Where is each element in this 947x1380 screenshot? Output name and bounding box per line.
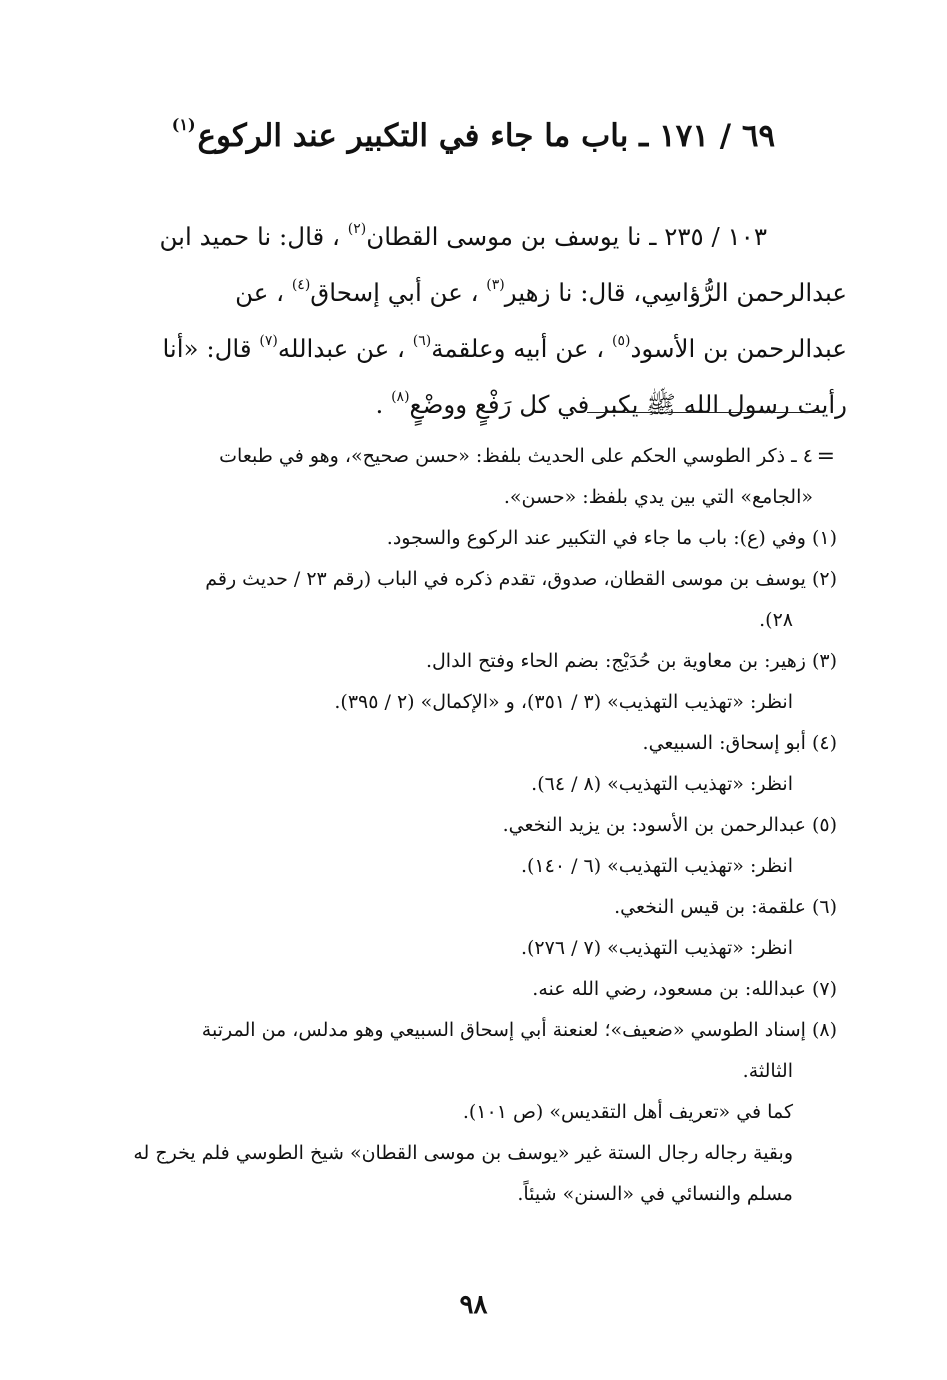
footnote-7-text: عبدالله: بن مسعود، رضي الله عنه. bbox=[532, 978, 806, 1000]
footnote-8-note-line-2: مسلم والنسائي في «السنن» شيئاً. bbox=[517, 1183, 793, 1205]
hadith-line-3-a: عبدالرحمن بن الأسود bbox=[630, 334, 847, 363]
hadith-line-2-c: ، عن bbox=[235, 278, 292, 307]
footnote-7 bbox=[100, 969, 837, 1010]
chapter-footnote-ref: (١) bbox=[171, 115, 196, 134]
footnote-3-number: (٣) bbox=[811, 650, 837, 672]
footnote-8-number: (٨) bbox=[811, 1019, 837, 1041]
footnote-6-reference: انظر: «تهذيب التهذيب» (٧ / ٢٧٦). bbox=[520, 937, 793, 959]
page-number: ٩٨ bbox=[459, 1290, 488, 1320]
footnote-2-continuation: ٢٨). bbox=[759, 609, 793, 631]
footnote-3 bbox=[100, 641, 837, 682]
hadith-line-3 bbox=[100, 317, 847, 373]
footnote-8-source: كما في «تعريف أهل التقديس» (ص ١٠١). bbox=[462, 1101, 793, 1123]
footnote-4-text: أبو إسحاق: السبيعي. bbox=[642, 732, 806, 754]
hadith-line-4-a: رأيت رسول الله ﷺ يكبر في كل رَفْعٍ ووضْعٍ bbox=[409, 390, 847, 419]
footnote-2-number: (٢) bbox=[811, 568, 837, 590]
footnotes bbox=[100, 436, 837, 1215]
footnote-carry-line-2: «الجامع» التي بين يدي بلفظ: «حسن». bbox=[503, 486, 813, 508]
footnote-5-reference: انظر: «تهذيب التهذيب» (٦ / ١٤٠). bbox=[520, 855, 793, 877]
hadith-line-2-b: ، عن أبي إسحاق bbox=[310, 278, 487, 307]
hadith-line-2 bbox=[100, 261, 847, 317]
hadith-line-3-c: ، عن عبدالله bbox=[277, 334, 413, 363]
footnote-carry-line-1: ٤ ـ ذكر الطوسي الحكم على الحديث بلفظ: «حسن صحيح»، وهو في طبعات bbox=[219, 445, 813, 467]
footnote-ref-8: (٨) bbox=[391, 389, 410, 405]
footnote-6 bbox=[100, 887, 837, 928]
footnote-ref-5: (٥) bbox=[611, 333, 631, 349]
footnote-3-reference: انظر: «تهذيب التهذيب» (٣ / ٣٥١)، و «الإكمال» (٢ / ٣٩٥). bbox=[334, 691, 793, 713]
footnote-1 bbox=[100, 518, 837, 559]
footnote-ref-6: (٦) bbox=[412, 333, 432, 349]
footnote-4 bbox=[100, 723, 837, 764]
hadith-line-1-end: ، قال: نا حميد ابن bbox=[159, 222, 348, 251]
footnote-2-text: يوسف بن موسى القطان، صدوق، تقدم ذكره في الباب (رقم ٢٣ / حديث رقم bbox=[205, 568, 806, 590]
footnote-ref-7: (٧) bbox=[259, 333, 278, 349]
footnote-1-number: (١) bbox=[811, 527, 837, 549]
hadith-line-4-end: . bbox=[375, 390, 392, 419]
footnote-8-note-line-1: وبقية رجاله رجال الستة غير «يوسف بن موسى القطان» شيخ الطوسي فلم يخرج له bbox=[133, 1142, 793, 1164]
hadith-line-3-d: قال: «أنا bbox=[162, 334, 260, 363]
hadith-text bbox=[100, 205, 847, 429]
hadith-line-4 bbox=[100, 373, 847, 429]
chapter-title bbox=[80, 100, 867, 161]
footnote-6-number: (٦) bbox=[811, 896, 837, 918]
footnote-4-reference: انظر: «تهذيب التهذيب» (٨ / ٦٤). bbox=[531, 773, 793, 795]
footnote-5-text: عبدالرحمن بن الأسود: بن يزيد النخعي. bbox=[502, 814, 806, 836]
footnote-8-continuation: الثالثة. bbox=[742, 1060, 793, 1082]
footnote-5-number: (٥) bbox=[811, 814, 837, 836]
footnote-5 bbox=[100, 805, 837, 846]
hadith-line-1 bbox=[100, 205, 767, 261]
hadith-line-3-b: ، عن أبيه وعلقمة bbox=[431, 334, 612, 363]
footnote-8 bbox=[100, 1010, 837, 1051]
hadith-line-2-a: عبدالرحمن الرُّؤاسِي، قال: نا زهير bbox=[504, 278, 847, 307]
continuation-mark: = bbox=[816, 444, 835, 469]
footnote-7-number: (٧) bbox=[811, 978, 837, 1000]
footnote-4-number: (٤) bbox=[811, 732, 837, 754]
footnote-8-text: إسناد الطوسي «ضعيف»؛ لعنعنة أبي إسحاق السبيعي وهو مدلس، من المرتبة bbox=[201, 1019, 806, 1041]
footnote-1-text: وفي (ع): باب ما جاء في التكبير عند الركوع والسجود. bbox=[386, 527, 806, 549]
footnote-ref-2: (٢) bbox=[347, 221, 367, 237]
hadith-line-1-text: ١٠٣ / ٢٣٥ ـ نا يوسف بن موسى القطان bbox=[366, 222, 767, 251]
footnote-ref-4: (٤) bbox=[291, 277, 311, 293]
footnote-ref-3: (٣) bbox=[486, 277, 505, 293]
footnote-6-text: علقمة: بن قيس النخعي. bbox=[614, 896, 806, 918]
footnote-divider bbox=[587, 412, 822, 413]
footnote-3-text: زهير: بن معاوية بن حُدَيْج: بضم الحاء وفتح الدال. bbox=[425, 650, 806, 672]
chapter-title-text: ٦٩ / ١٧١ ـ باب ما جاء في التكبير عند الركوع bbox=[197, 118, 776, 154]
footnote-2 bbox=[100, 559, 837, 600]
